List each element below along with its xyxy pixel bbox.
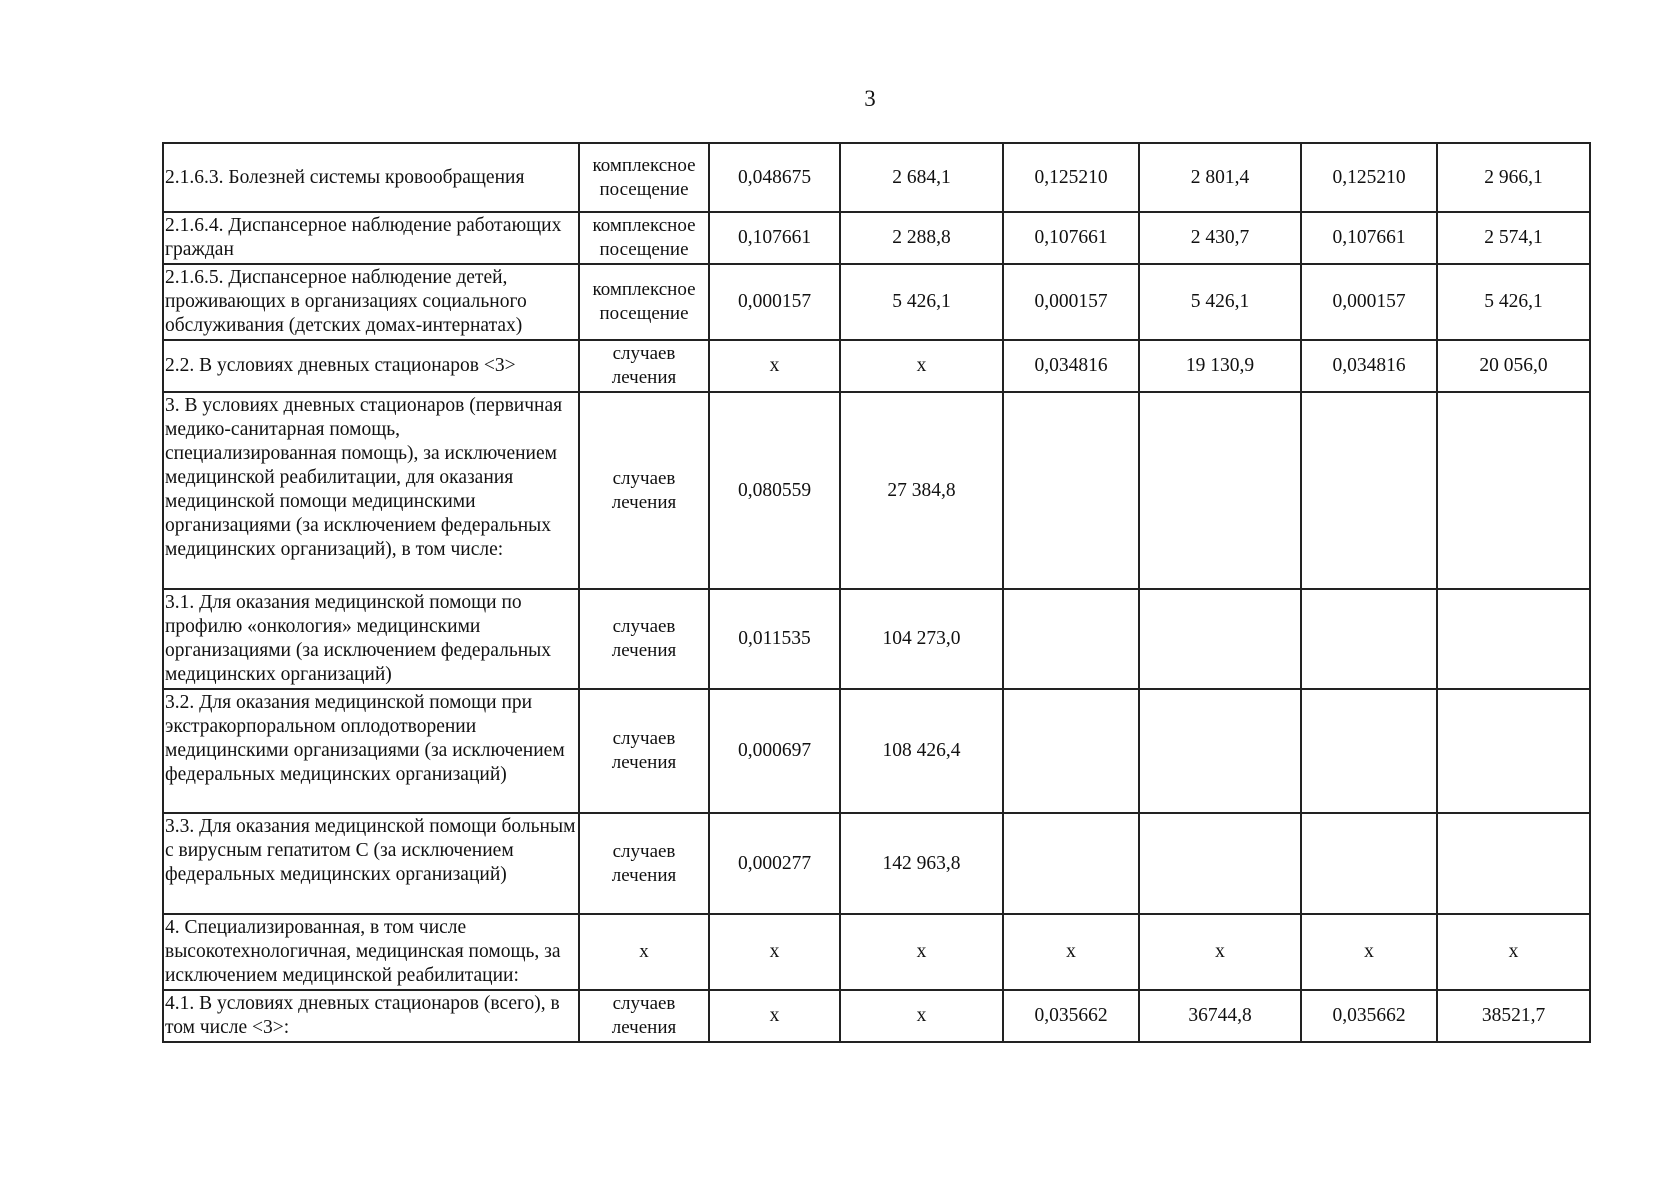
value-cell: 36744,8 [1139, 990, 1301, 1042]
table-row [163, 392, 1590, 589]
value-cell: 2 430,7 [1139, 212, 1301, 264]
row-name: 3.2. Для оказания медицинской помощи при экстракорпоральном оплодотворении медицинскими организациями (за исключением федеральных медицинских организаций) [163, 689, 579, 813]
value-cell: 38521,7 [1437, 990, 1590, 1042]
row-unit: комплексное посещение [579, 264, 709, 340]
row-name: 3. В условиях дневных стационаров (первичная медико-санитарная помощь, специализированная помощь), за исключением медицинской реабилитации, для оказания медицинской помощи медицинскими организациями (за исключением федеральных медицинских организаций), в том числе: [163, 392, 579, 589]
value-cell [1301, 813, 1437, 914]
row-name: 4.1. В условиях дневных стационаров (всего), в том числе <3>: [163, 990, 579, 1042]
value-cell: х [1301, 914, 1437, 990]
value-cell: 0,107661 [1301, 212, 1437, 264]
value-cell: 142 963,8 [840, 813, 1003, 914]
value-cell: 20 056,0 [1437, 340, 1590, 392]
value-cell [1003, 589, 1139, 689]
value-cell: 0,125210 [1301, 143, 1437, 212]
value-cell: 104 273,0 [840, 589, 1003, 689]
row-unit: случаев лечения [579, 813, 709, 914]
value-cell: 2 684,1 [840, 143, 1003, 212]
value-cell: 19 130,9 [1139, 340, 1301, 392]
value-cell: 0,107661 [709, 212, 840, 264]
row-unit: комплексное посещение [579, 143, 709, 212]
value-cell: 0,048675 [709, 143, 840, 212]
row-unit: случаев лечения [579, 340, 709, 392]
table-row [163, 143, 1590, 212]
value-cell: 2 574,1 [1437, 212, 1590, 264]
value-cell: 0,107661 [1003, 212, 1139, 264]
table-row [163, 914, 1590, 990]
value-cell [1003, 813, 1139, 914]
row-name: 2.2. В условиях дневных стационаров <3> [163, 340, 579, 392]
value-cell: 0,034816 [1301, 340, 1437, 392]
page-number: 3 [864, 86, 876, 111]
value-cell: х [709, 914, 840, 990]
table-body [163, 143, 1590, 1042]
value-cell: 2 966,1 [1437, 143, 1590, 212]
value-cell [1437, 589, 1590, 689]
row-unit: случаев лечения [579, 990, 709, 1042]
value-cell: 0,000277 [709, 813, 840, 914]
table-row [163, 813, 1590, 914]
value-cell [1437, 689, 1590, 813]
value-cell: х [1437, 914, 1590, 990]
value-cell: х [840, 340, 1003, 392]
table-row [163, 589, 1590, 689]
table-row [163, 340, 1590, 392]
row-unit: х [579, 914, 709, 990]
row-unit: случаев лечения [579, 589, 709, 689]
value-cell: 27 384,8 [840, 392, 1003, 589]
value-cell: 0,000157 [1003, 264, 1139, 340]
row-name: 4. Специализированная, в том числе высокотехнологичная, медицинская помощь, за исключением медицинской реабилитации: [163, 914, 579, 990]
row-name: 2.1.6.3. Болезней системы кровообращения [163, 143, 579, 212]
table-row [163, 212, 1590, 264]
row-name: 2.1.6.4. Диспансерное наблюдение работающих граждан [163, 212, 579, 264]
value-cell: 2 801,4 [1139, 143, 1301, 212]
row-unit: комплексное посещение [579, 212, 709, 264]
value-cell: 108 426,4 [840, 689, 1003, 813]
table-row [163, 990, 1590, 1042]
value-cell [1139, 589, 1301, 689]
value-cell: 5 426,1 [1437, 264, 1590, 340]
row-name: 3.3. Для оказания медицинской помощи больным с вирусным гепатитом С (за исключением федеральных медицинских организаций) [163, 813, 579, 914]
value-cell: 0,000157 [709, 264, 840, 340]
table-row [163, 264, 1590, 340]
value-cell [1437, 392, 1590, 589]
value-cell: х [840, 990, 1003, 1042]
value-cell: 0,035662 [1003, 990, 1139, 1042]
value-cell [1301, 589, 1437, 689]
value-cell [1003, 689, 1139, 813]
value-cell [1003, 392, 1139, 589]
value-cell: х [840, 914, 1003, 990]
value-cell [1139, 392, 1301, 589]
value-cell [1139, 813, 1301, 914]
value-cell [1437, 813, 1590, 914]
value-cell: х [1139, 914, 1301, 990]
value-cell: 0,011535 [709, 589, 840, 689]
value-cell: 0,000697 [709, 689, 840, 813]
value-cell: 2 288,8 [840, 212, 1003, 264]
value-cell [1301, 689, 1437, 813]
row-name: 2.1.6.5. Диспансерное наблюдение детей, проживающих в организациях социального обслуживания (детских домах-интернатах) [163, 264, 579, 340]
value-cell [1301, 392, 1437, 589]
value-cell: х [709, 990, 840, 1042]
value-cell: 5 426,1 [840, 264, 1003, 340]
value-cell: 0,125210 [1003, 143, 1139, 212]
value-cell: х [709, 340, 840, 392]
value-cell: 5 426,1 [1139, 264, 1301, 340]
value-cell: 0,034816 [1003, 340, 1139, 392]
row-unit: случаев лечения [579, 689, 709, 813]
row-name: 3.1. Для оказания медицинской помощи по профилю «онкология» медицинскими организациями (за исключением федеральных медицинских организаций) [163, 589, 579, 689]
table-row [163, 689, 1590, 813]
value-cell: 0,080559 [709, 392, 840, 589]
value-cell [1139, 689, 1301, 813]
row-unit: случаев лечения [579, 392, 709, 589]
value-cell: х [1003, 914, 1139, 990]
value-cell: 0,000157 [1301, 264, 1437, 340]
value-cell: 0,035662 [1301, 990, 1437, 1042]
normatives-table [162, 142, 1591, 1043]
